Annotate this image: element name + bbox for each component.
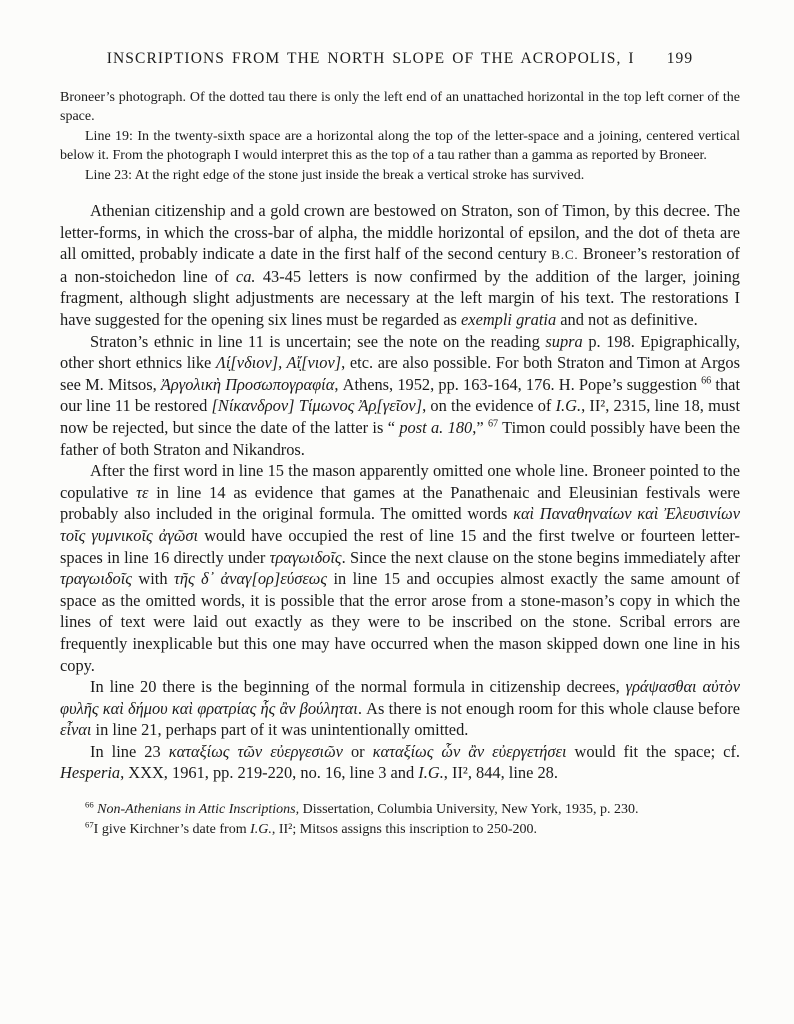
text-segment: τραγωιδοῖς [60, 569, 132, 589]
text-segment: I give Kirchner’s date from [93, 821, 251, 837]
text-segment: in line 14 as evidence that games at the Panathenaic and Eleusinian festivals were probably also included in the original formula. The omitted words [60, 482, 740, 524]
text-segment: After the first word in line 15 the mason apparently omitted one whole line. Broneer pointed to the copulative [60, 461, 740, 502]
running-head-title: INSCRIPTIONS FROM THE NORTH SLOPE OF THE ACROPOLIS, I [106, 50, 635, 67]
text-segment: , II², 844, line 28. [443, 763, 558, 783]
text-segment: τραγωιδοῖς [269, 547, 342, 567]
text-segment: τῆς δ᾽ ἀναγ[ορ]εύσεως [173, 569, 328, 589]
text-segment: supra [545, 331, 583, 351]
text-segment: , II²; Mitsos assigns this inscription to 250-200. [271, 821, 538, 837]
text-segment: , Athens, 1952, pp. 163-164, 176. H. Pope’s suggestion [334, 374, 702, 394]
text-segment: Λί̣[νδιον], Αἴ̣[νιον] [215, 353, 342, 373]
text-segment: in line 15 and occupies almost exactly the same amount of space as the omitted words, it is possible that the error arose from a stone-mason’s copy in which the lines of text were laid out exactly as they were to be inscribed on the stone. Scribal errors are frequently inexplicable but this one may have occurred when the mason skipped down one line in his copy. [60, 569, 740, 675]
text-segment: post a. 180 [399, 417, 473, 437]
text-segment: Straton’s ethnic in line 11 is uncertain; see the note on the reading [90, 331, 546, 351]
note-paragraph-line-19 [60, 127, 740, 166]
text-segment: would have occupied the rest of line 15 and the first twelve or fourteen letter-spaces in line 16 directly under [60, 525, 740, 567]
text-segment: ca. [235, 266, 256, 286]
text-segment: and not as definitive. [556, 310, 698, 329]
text-segment: τε [136, 482, 149, 502]
text-segment: καταξίως τῶν εὐεργεσιῶν [168, 741, 343, 761]
text-segment: In line 23 [90, 741, 169, 761]
text-segment: , etc. are also possible. For both Straton and Timon at Argos see M. Mitsos, [60, 353, 741, 394]
text-segment: I.G. [418, 763, 444, 783]
text-segment: Line 23: At the right edge of the stone just inside the break a vertical stroke has survived. [85, 167, 585, 183]
text-segment: καταξίως ὧν ἂν εὐεργετήσει [372, 741, 567, 761]
text-segment: In line 20 there is the beginning of the normal formula in citizenship decrees, [90, 677, 626, 697]
text-segment: I.G. [250, 821, 272, 837]
text-segment: Non-Athenians in Attic Inscriptions, [97, 802, 300, 818]
text-segment: Timon could possibly have been the father of both Straton and Nikandros. [60, 417, 740, 459]
footnotes [60, 800, 740, 839]
commentary-paragraph-dating [60, 200, 740, 331]
text-segment: exempli gratia [461, 310, 557, 329]
footnote-66 [60, 800, 740, 820]
footnote-marker: 67 [85, 819, 94, 829]
text-segment: . As there is not enough room for this whole clause before [357, 698, 741, 718]
commentary-paragraph-omitted-line [60, 460, 740, 676]
commentary-paragraph-ethnic [60, 331, 740, 461]
page-number: 199 [666, 50, 694, 67]
note-paragraph-continuation [60, 88, 740, 127]
epigraphic-notes [60, 88, 740, 185]
text-segment: , on the evidence of [422, 396, 556, 416]
text-segment: εἶναι [60, 720, 92, 740]
text-segment: 43-45 letters is now confirmed by the addition of the larger, joining fragment, although slight adjustments are necessary at the left margin of his text. The restorations I have suggested for the opening six lines must be regarded as [60, 266, 740, 329]
text-segment: Broneer’s restoration of a non-stoichedon line of [60, 244, 741, 286]
text-segment: would fit the space; cf. [566, 741, 740, 761]
footnote-marker: 67 [487, 418, 499, 430]
text-segment: or [342, 741, 373, 761]
text-segment: in line 21, perhaps part of it was unintentionally omitted. [91, 720, 469, 740]
text-segment: [Νίκανδρον] Τίμωνος Ἀρ̣[γεῖον] [211, 396, 423, 416]
commentary-paragraph-line-20 [60, 676, 740, 741]
text-segment: , II², 2315, line 18, must now be rejected, but since the date of the latter is “ [60, 396, 740, 437]
text-segment: , XXX, 1961, pp. 219-220, no. 16, line 3 and [120, 763, 419, 783]
text-segment: I.G. [555, 396, 582, 416]
text-segment: Hesperia [60, 763, 121, 783]
commentary [60, 200, 740, 784]
text-segment: καὶ Παναθηναίων καὶ Ἐλευσινίων τοῖς γυμνικοῖς ἀγῶσι [60, 504, 740, 545]
text-segment: γράψασθαι αὐτὸν φυλῆς καὶ δήμου καὶ φρατρίας ἧς ἂν βούληται [60, 677, 740, 718]
text-segment: Broneer’s photograph. Of the dotted tau there is only the left end of an unattached horizontal in the top left corner of the space. [60, 90, 740, 125]
text-segment: ,” [472, 417, 488, 437]
text-segment: Dissertation, Columbia University, New York, 1935, p. 230. [299, 802, 639, 818]
running-head [60, 50, 740, 68]
text-segment: Line 19: In the twenty-sixth space are a horizontal along the top of the letter-space and a joining, centered vertical below it. From the photograph I would interpret this as the top of a tau rather than a gamma as reported by Broneer. [60, 128, 740, 164]
text-segment: Athenian citizenship and a gold crown are bestowed on Straton, son of Timon, by this decree. The letter-forms, in which the cross-bar of alpha, the middle horizontal of epsilon, and the dot of theta are all omitted, probably indicate a date in the first half of the second century [60, 201, 740, 264]
footnote-marker: 66 [701, 375, 712, 387]
text-segment: B.C. [551, 247, 579, 263]
text-segment: p. 198. Epigraphically, other short ethnics like [60, 331, 740, 373]
note-paragraph-line-23 [60, 166, 740, 185]
text-segment: with [131, 569, 174, 589]
footnote-67 [60, 820, 740, 840]
footnote-marker: 66 [85, 799, 94, 810]
text-segment: that our line 11 be restored [60, 374, 741, 416]
commentary-paragraph-line-23 [60, 741, 740, 784]
text-segment: . Since the next clause on the stone begins immediately after [341, 547, 740, 567]
text-segment: Ἀργολικὴ Προσωπογραφία [160, 374, 335, 394]
